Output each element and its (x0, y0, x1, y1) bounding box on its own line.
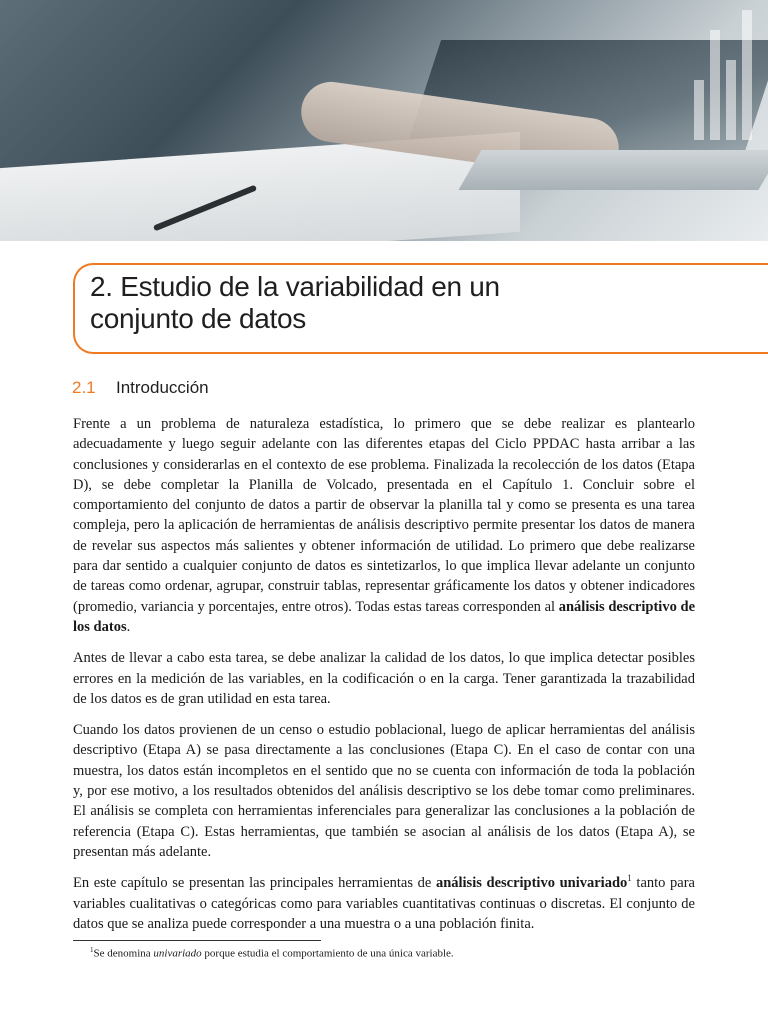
chapter-title (90, 271, 690, 335)
paragraph-4 (73, 873, 695, 934)
chapter-title-line1: 2. Estudio de la variabilidad en un (90, 271, 500, 302)
paragraph-1-text: Frente a un problema de naturaleza estadística, lo primero que se debe realizar es plantearlo adecuadamente y luego seguir adelante con las diferentes etapas del Ciclo PPDAC hasta arribar a las conclusiones y considerarlas en el contexto de ese problema. Finalizada la recolección de los datos (Etapa D), se debe completar la Planilla de Volcado, presentada en el Capítulo 1. Concluir sobre el comportamiento del conjunto de datos a partir de observar la planilla tal y como se presenta es una tarea compleja, pero la aplicación de herramientas de análisis descriptivo permite presentar los datos de manera de revelar sus aspectos más salientes y obtener información de utilidad. Lo primero que debe realizarse para dar sentido a cualquier conjunto de datos es sintetizarlos, lo que implica llevar adelante un conjunto de tareas como ordenar, agrupar, construir tablas, representar gráficamente los datos y obtener indicadores (promedio, variancia y porcentajes, entre otros). Todas estas tareas corresponden al (73, 416, 695, 615)
paragraph-1 (73, 414, 695, 637)
laptop-keyboard (458, 150, 768, 190)
chapter-title-line2: conjunto de datos (90, 303, 306, 334)
footnote-italic: univariado (153, 947, 202, 960)
paragraph-4-text: En este capítulo se presentan las principales herramientas de (73, 875, 436, 892)
section-heading (72, 377, 209, 399)
footnote-marker: 1 (90, 946, 94, 954)
paragraph-1-end: . (126, 618, 131, 635)
footnote-text-end: porque estudia el comportamiento de una única variable. (201, 947, 454, 960)
bold-term-univariate: análisis descriptivo univariado (435, 875, 628, 892)
footnote-divider (73, 940, 321, 941)
section-number: 2.1 (72, 378, 96, 397)
paragraph-4-end: tanto para variables cualitativas o categóricas como para variables cuantitativas continuas o discretas. El conjunto de datos que se analiza puede corresponder a una muestra o a una población finita. (73, 875, 695, 932)
section-title: Introducción (116, 378, 209, 397)
paragraph-2: Antes de llevar a cabo esta tarea, se debe analizar la calidad de los datos, lo que implica detectar posibles errores en la medición de las variables, en la codificación o en la carga. Tener garantizada la trazabilidad de los datos es de gran utilidad en esta tarea. (73, 650, 695, 707)
header-photo-banner (0, 0, 768, 241)
footnote-text-start: Se denomina (93, 947, 154, 960)
body-text (73, 414, 695, 945)
paragraph-3: Cuando los datos provienen de un censo o estudio poblacional, luego de aplicar herramientas del análisis descriptivo (Etapa A) se pasa directamente a las conclusiones (Etapa C). En el caso de contar con una muestra, los datos están incompletos en el sentido que no se cuenta con información de toda la población y, por ese motivo, a los resultados obtenidos del análisis descriptivo se los debe tomar como preliminares. El análisis se completa con herramientas inferenciales para generalizar las conclusiones a la población de referencia (Etapa C). Estas herramientas, que también se asocian al análisis de los datos (Etapa A), se presentan más adelante. (73, 722, 695, 860)
footnote (90, 943, 454, 962)
bold-term-descriptive: análisis descriptivo de los datos (73, 598, 695, 635)
decorative-bars (690, 0, 768, 140)
footnote-ref[interactable]: 1 (627, 873, 632, 884)
